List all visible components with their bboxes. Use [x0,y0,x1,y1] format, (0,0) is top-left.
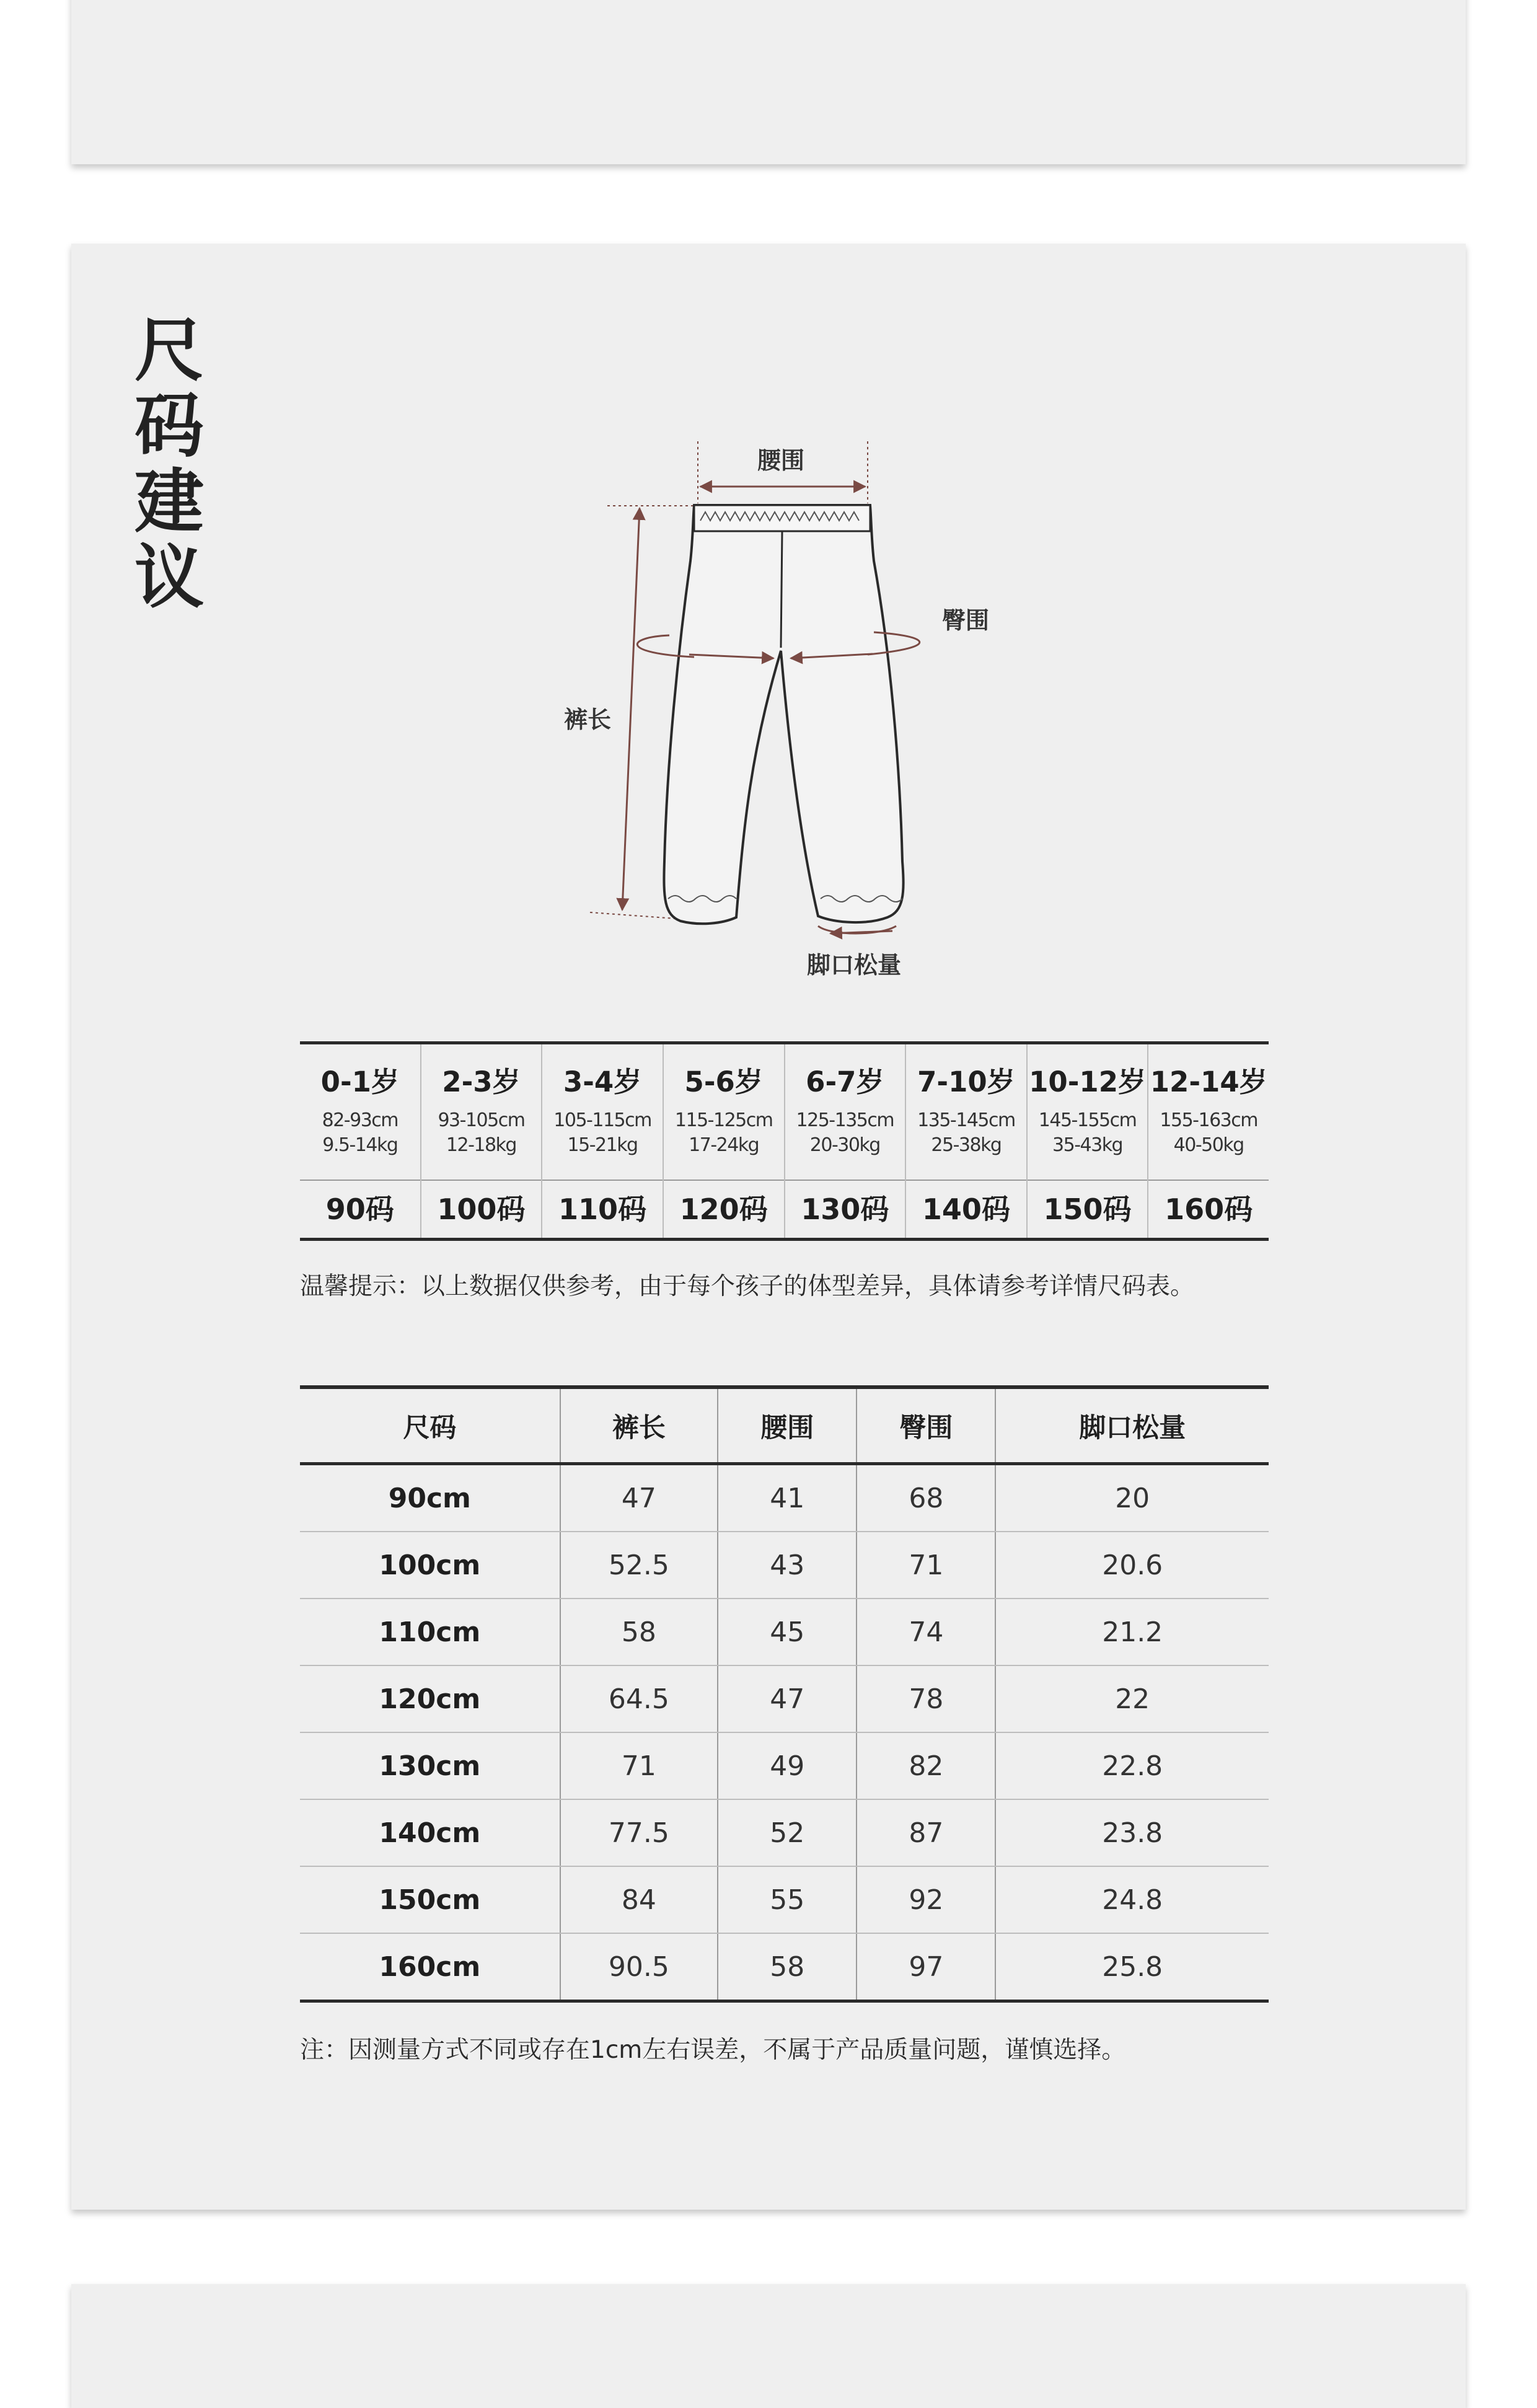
age-info [1028,1044,1148,1181]
section-title [132,311,206,618]
weight-range: 25-38kg [931,1134,1002,1156]
age-column [420,1044,542,1238]
column-header: 腰围 [718,1387,857,1464]
recommended-size: 110码 [558,1193,647,1226]
measurement-cell: 74 [857,1599,995,1665]
length-label: 裤长 [564,706,612,733]
measurement-cell: 71 [560,1732,718,1799]
hem-label: 脚口松量 [807,951,902,979]
weight-range: 35-43kg [1052,1134,1123,1156]
waist-label: 腰围 [757,447,805,474]
size-cell: 120cm [300,1665,560,1732]
measurement-cell: 21.2 [995,1599,1269,1665]
measurement-cell: 52 [718,1799,857,1866]
height-range: 155-163cm [1160,1109,1257,1131]
size-cell: 130cm [300,1732,560,1799]
recommended-size: 100码 [437,1193,526,1226]
measurement-cell: 23.8 [995,1799,1269,1866]
age-label: 5-6岁 [684,1065,763,1098]
footnote: 注：因测量方式不同或存在1cm左右误差，不属于产品质量问题，谨慎选择。 [300,2036,1126,2064]
age-column [905,1044,1026,1238]
measurement-cell: 87 [857,1799,995,1866]
measurement-cell: 64.5 [560,1665,718,1732]
measurement-cell: 20 [995,1464,1269,1532]
age-info [906,1044,1026,1181]
measurement-cell: 22 [995,1665,1269,1732]
age-column [663,1044,784,1238]
age-label: 2-3岁 [442,1065,521,1098]
age-info [664,1044,784,1181]
measurement-cell: 71 [857,1532,995,1599]
measurement-cell: 24.8 [995,1866,1269,1933]
age-column [784,1044,905,1238]
column-header: 裤长 [560,1387,718,1464]
height-range: 115-125cm [674,1109,773,1131]
column-header: 臀围 [857,1387,995,1464]
recommended-size: 140码 [922,1193,1010,1226]
measurement-cell: 68 [857,1464,995,1532]
measurement-cell: 58 [718,1933,857,2001]
previous-section-card [71,0,1466,164]
title-char: 建 [134,462,204,542]
weight-range: 20-30kg [809,1134,880,1156]
next-section-card [71,2284,1466,2408]
table-row [300,1464,1269,1532]
table-row [300,1866,1269,1933]
age-info [421,1044,542,1181]
measurement-cell: 84 [560,1866,718,1933]
pants-illustration [545,428,1016,992]
measurement-cell: 52.5 [560,1532,718,1599]
age-info [300,1044,420,1181]
height-range: 93-105cm [438,1109,525,1131]
measurement-table [300,1385,1269,2003]
age-column [300,1044,420,1238]
age-label: 0-1岁 [320,1065,399,1098]
age-column [1026,1044,1148,1238]
recommended-size: 120码 [679,1193,768,1226]
measurement-cell: 41 [718,1464,857,1532]
weight-range: 17-24kg [689,1134,759,1156]
recommended-size: 150码 [1043,1193,1132,1226]
pants-measurement-diagram [545,428,1016,992]
hip-label: 臀围 [942,607,990,634]
measurement-cell: 20.6 [995,1532,1269,1599]
measurement-cell: 92 [857,1866,995,1933]
height-range: 135-145cm [917,1109,1015,1131]
measurement-cell: 45 [718,1599,857,1665]
weight-range: 12-18kg [446,1134,516,1156]
measurement-cell: 22.8 [995,1732,1269,1799]
tip-note: 温馨提示：以上数据仅供参考，由于每个孩子的体型差异，具体请参考详情尺码表。 [300,1272,1195,1300]
measurement-cell: 78 [857,1665,995,1732]
table-row [300,1599,1269,1665]
weight-range: 9.5-14kg [322,1134,398,1156]
size-cell: 160cm [300,1933,560,2001]
column-header: 脚口松量 [995,1387,1269,1464]
height-range: 145-155cm [1038,1109,1137,1131]
age-info [785,1044,905,1181]
table-header-row [300,1387,1269,1464]
age-column [1147,1044,1269,1238]
measurement-cell: 55 [718,1866,857,1933]
measurement-cell: 82 [857,1732,995,1799]
age-label: 7-10岁 [917,1065,1015,1098]
age-size-table [300,1041,1269,1241]
height-range: 105-115cm [553,1109,651,1131]
age-info [1148,1044,1269,1181]
size-cell: 90cm [300,1464,560,1532]
recommended-size: 90码 [325,1193,394,1226]
table-row [300,1933,1269,2001]
measurement-cell: 97 [857,1933,995,2001]
measurement-cell: 25.8 [995,1933,1269,2001]
size-cell: 100cm [300,1532,560,1599]
size-cell: 110cm [300,1599,560,1665]
column-header: 尺码 [300,1387,560,1464]
weight-range: 40-50kg [1173,1134,1244,1156]
height-range: 125-135cm [796,1109,894,1131]
measurement-cell: 58 [560,1599,718,1665]
age-label: 12-14岁 [1150,1065,1267,1098]
table-row [300,1732,1269,1799]
table-row [300,1665,1269,1732]
recommended-size: 130码 [801,1193,889,1226]
weight-range: 15-21kg [567,1134,638,1156]
measurement-cell: 43 [718,1532,857,1599]
table-row [300,1799,1269,1866]
age-info [542,1044,663,1181]
age-label: 6-7岁 [806,1065,884,1098]
measurement-cell: 77.5 [560,1799,718,1866]
size-cell: 140cm [300,1799,560,1866]
age-label: 3-4岁 [563,1065,642,1098]
recommended-size: 160码 [1165,1193,1253,1226]
title-char: 尺 [134,311,204,391]
measurement-cell: 49 [718,1732,857,1799]
age-label: 10-12岁 [1029,1065,1147,1098]
measurement-cell: 90.5 [560,1933,718,2001]
measurement-cell: 47 [718,1665,857,1732]
size-cell: 150cm [300,1866,560,1933]
height-range: 82-93cm [322,1109,398,1131]
title-char: 码 [134,386,204,467]
age-column [541,1044,663,1238]
title-char: 议 [134,537,204,618]
table-row [300,1532,1269,1599]
measurement-cell: 47 [560,1464,718,1532]
